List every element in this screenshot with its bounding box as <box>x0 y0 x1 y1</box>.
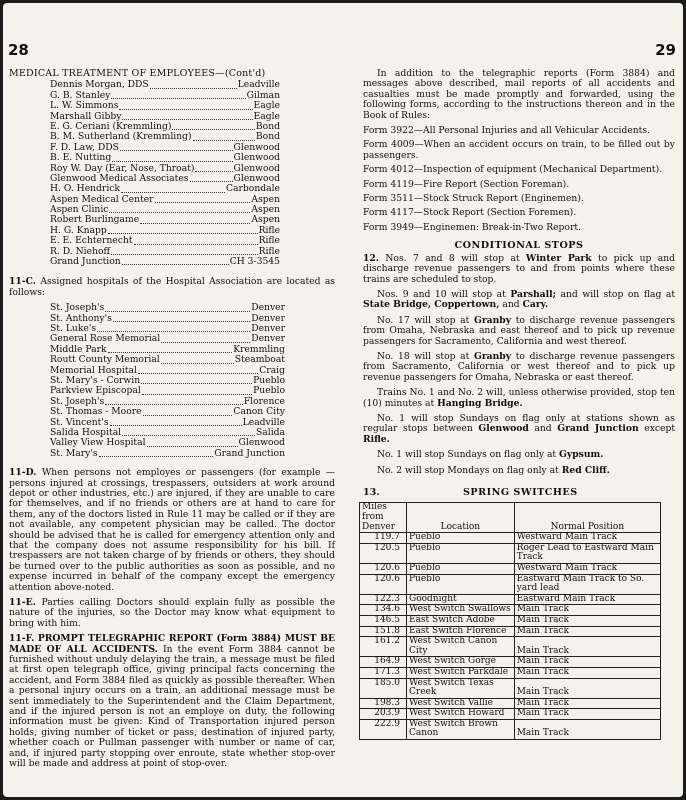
list-item-place: Gilman <box>246 89 280 101</box>
cell-miles: 120.5 <box>360 543 407 563</box>
cell-position: Main Track <box>514 637 660 657</box>
leader-dots <box>113 321 250 322</box>
stop-rule <box>363 352 675 383</box>
list-item-name: Salida Hospital <box>50 426 122 438</box>
form-item: Form 3511—Stock Struck Report (Enginemen). <box>363 193 584 205</box>
list-item-name: Parkview Episcopal <box>50 385 141 397</box>
stop-rule <box>363 388 675 409</box>
cell-location: Pueblo <box>407 543 515 563</box>
table-header-row <box>360 503 661 533</box>
leader-dots <box>142 394 252 395</box>
table-row <box>360 667 661 678</box>
list-item-name: Marshall Gibby <box>50 110 122 122</box>
section-heading: MEDICAL TREATMENT OF EMPLOYEES—(Cont'd) <box>9 68 266 79</box>
list-item-name: St. Vincent's <box>50 416 109 428</box>
spring-switches-title: SPRING SWITCHES <box>463 487 578 498</box>
table-row <box>360 563 661 574</box>
section-11f-text: In the event Form 3884 cannot be furnished without unduly delaying the train, a message must be filed at first open telegraph office, giving principal facts concerning the accident, and Form 3884 filed as quickly as possible thereafter. When a personal injury occurs on a train, an additional message must be sent immediately to the Superintendent and the Claim Department, and if the injured person is not an employe on duty, the following information must be given: Kind of Transportation injured person holds, giving number of ticket or pass, destination of injured party, whether coach or Pullman passenger with number or name of car, and, if injured party stopping over enroute, state whether stop-over will be made and address at point of stop-over. <box>9 643 335 770</box>
spring-switches-body <box>360 533 661 740</box>
station-name: Gypsum. <box>559 449 604 461</box>
cell-location: Pueblo <box>407 533 515 544</box>
leader-dots <box>143 415 233 416</box>
leader-dots <box>97 331 250 332</box>
list-item-name: H. O. Hendrick <box>50 183 120 195</box>
rule-text: Trains No. 1 and No. 2 will, unless otherwise provided, stop ten (10) minutes at <box>363 387 675 409</box>
table-row <box>360 543 661 563</box>
leader-dots <box>150 88 237 89</box>
rule-text: Nos. 9 and 10 will stop at <box>377 288 506 300</box>
list-item-place: Pueblo <box>253 385 285 397</box>
cell-position: Main Track <box>514 626 660 637</box>
stop-rule <box>363 316 675 347</box>
leader-dots <box>112 161 232 162</box>
leader-dots <box>134 244 258 245</box>
leader-dots <box>109 212 250 213</box>
cell-location: Pueblo <box>407 563 515 574</box>
list-item-place: Eagle <box>253 110 280 122</box>
cell-miles: 134.6 <box>360 605 407 616</box>
cell-position: Main Track <box>514 709 660 720</box>
page-number-left: 28 <box>8 41 29 59</box>
list-item-name: H. G. Knapp <box>50 224 107 236</box>
cell-location: East Switch Florence <box>407 626 515 637</box>
cell-miles: 198.3 <box>360 698 407 709</box>
list-item-name: R. D. Niehoff <box>50 245 111 257</box>
list-item-name: Memorial Hospital <box>50 364 137 376</box>
cell-position: Main Track <box>514 667 660 678</box>
cell-position: Main Track <box>514 698 660 709</box>
leader-dots <box>140 223 250 224</box>
list-item-place: Leadville <box>242 416 285 428</box>
cell-miles: 164.9 <box>360 657 407 668</box>
section-11f-bold-text: PROMPT TELEGRAPHIC REPORT (Form 3884) MUST BE MADE OF ALL ACCIDENTS. <box>9 633 336 655</box>
table-row <box>360 533 661 544</box>
leader-dots <box>195 171 232 172</box>
form-item: Form 4119—Fire Report (Section Foreman). <box>363 178 570 190</box>
hospital-list <box>50 303 285 459</box>
list-item-name: L. W. Simmons <box>50 100 119 112</box>
list-item <box>50 449 285 459</box>
station-name: Red Cliff. <box>561 464 610 476</box>
rule-text: except <box>644 423 676 435</box>
leader-dots <box>147 446 238 447</box>
section-11e-text: Parties calling Doctors should explain fully as possible the nature of the injuries, so the Doctor may know what equipment to bring with him. <box>9 596 336 629</box>
cell-position: Eastward Main Track <box>514 594 660 605</box>
cell-miles: 119.7 <box>360 533 407 544</box>
list-item-name: Aspen Medical Center <box>50 193 154 205</box>
list-item-place: Eagle <box>253 100 280 112</box>
list-item-place: Bond <box>255 120 280 132</box>
cell-miles: 151.8 <box>360 626 407 637</box>
list-item-name: Roy W. Day (Ear, Nose, Throat) <box>50 162 195 174</box>
stop-rule <box>363 450 675 460</box>
list-item-place: CH 3-3545 <box>229 256 280 268</box>
cell-location: West Switch Howard <box>407 709 515 720</box>
form-item: Form 4117—Stock Report (Section Foremen). <box>363 207 577 219</box>
rule-text: and <box>502 299 520 311</box>
list-item-place: Rifle <box>258 224 280 236</box>
list-item-name: St. Luke's <box>50 323 97 335</box>
rule-text: to pick up and discharge revenue passengers to and from points where these trains are scheduled to stop. <box>363 252 676 285</box>
leader-dots <box>121 192 225 193</box>
col-header-position: Normal Position <box>514 503 660 533</box>
station-name: Granby <box>473 350 512 362</box>
list-item-place: Kremmling <box>233 343 285 355</box>
section-11d <box>9 468 335 593</box>
list-item-name: Glenwood Medical Associates <box>50 172 189 184</box>
form-item: Form 3949—Enginemen: Break-in-Two Report. <box>363 221 581 233</box>
list-item-place: Rifle <box>258 245 280 257</box>
table-row <box>360 605 661 616</box>
right-page-content <box>363 69 675 740</box>
leader-dots <box>141 383 252 384</box>
table-row <box>360 615 661 626</box>
list-item-name: F. D. Law, DDS <box>50 141 119 153</box>
list-item-name: E. E. Echternecht <box>50 235 133 247</box>
page-number-right: 29 <box>655 41 676 59</box>
leader-dots <box>155 202 251 203</box>
list-item-name: St. Thomas - Moore <box>50 406 142 418</box>
rule-text: No. 17 will stop at <box>377 314 470 326</box>
stop-rule <box>363 466 675 476</box>
cell-position: Roger Lead to Eastward Main Track <box>514 543 660 563</box>
doctor-list <box>50 80 280 267</box>
list-item-place: Glenwood <box>238 437 285 449</box>
cell-miles: 203.9 <box>360 709 407 720</box>
list-item-name: E. G. Ceriani (Kremmling) <box>50 120 172 132</box>
leader-dots <box>122 435 255 436</box>
station-name: Winter Park <box>525 252 592 264</box>
leader-dots <box>111 98 245 99</box>
rule-text: No. 1 will stop Sundays on flag only at stations shown as regular stops between <box>363 412 675 435</box>
cell-location: West Switch Texas Creek <box>407 678 515 698</box>
leader-dots <box>122 264 229 265</box>
station-name: Grand Junction <box>557 423 639 435</box>
cell-location: Pueblo <box>407 574 515 594</box>
list-item-place: Denver <box>251 302 285 314</box>
cell-location: East Switch Adobe <box>407 615 515 626</box>
list-item-place: Canon City <box>233 406 285 418</box>
cell-location: West Switch Canon City <box>407 637 515 657</box>
list-item-name: Robert Burlingame <box>50 214 140 226</box>
cell-location: West Switch Swallows <box>407 605 515 616</box>
list-item-place: Craig <box>259 364 285 376</box>
section-11f-label: 11-F. <box>9 633 35 645</box>
cell-position: Westward Main Track <box>514 563 660 574</box>
cell-miles: 161.2 <box>360 637 407 657</box>
cell-position: Main Track <box>514 657 660 668</box>
cell-miles: 120.6 <box>360 563 407 574</box>
conditional-stops-title: CONDITIONAL STOPS <box>454 240 584 252</box>
rule-text: to discharge revenue passengers from Omaha, Nebraska and east thereof and to pick up revenue passengers for Sacramento, California and west thereof. <box>363 314 675 347</box>
table-row <box>360 678 661 698</box>
form-item: Form 3922—All Personal Injuries and all Vehicular Accidents. <box>363 125 651 137</box>
leader-dots <box>161 363 234 364</box>
station-name: Glenwood <box>478 423 529 435</box>
list-item-name: B. E. Nutting <box>50 152 112 164</box>
section-11f <box>9 634 335 769</box>
list-item-place: Glenwood <box>233 152 280 164</box>
section-11e <box>9 598 335 629</box>
leader-dots <box>108 352 233 353</box>
list-item-place: Glenwood <box>233 172 280 184</box>
leader-dots <box>119 109 252 110</box>
leader-dots <box>172 129 254 130</box>
leader-dots <box>105 404 243 405</box>
station-name: State Bridge, Coppertown, <box>363 299 500 311</box>
rule-text: to discharge revenue passengers from Sacramento, California or west thereof and to pick up revenue passengers for Omaha, Nebraska or east thereof. <box>363 350 675 383</box>
col-header-miles: Miles from Denver <box>360 503 407 533</box>
list-item-place: Rifle <box>258 235 280 247</box>
cell-miles: 185.0 <box>360 678 407 698</box>
list-item <box>50 407 285 417</box>
leader-dots <box>99 456 214 457</box>
station-name: Hanging Bridge. <box>437 397 523 409</box>
list-item-place: Denver <box>251 323 285 335</box>
list-item-name: G. B. Stanley <box>50 89 111 101</box>
station-name: Parshall; <box>510 288 556 300</box>
leader-dots <box>190 181 233 182</box>
list-item-name: Dennis Morgan, DDS <box>50 79 149 91</box>
section-11c-text: Assigned hospitals of the Hospital Association are located as follows: <box>9 276 336 298</box>
col-header-location: Location <box>407 503 515 533</box>
list-item-place: Bond <box>255 131 280 143</box>
list-item-place: Aspen <box>251 204 280 216</box>
cell-miles: 146.5 <box>360 615 407 626</box>
rule-text: No. 1 will stop Sundays on flag only at <box>377 449 557 461</box>
list-item-place: Denver <box>251 333 285 345</box>
list-item-place: Leadville <box>237 79 280 91</box>
cell-position: Main Track <box>514 605 660 616</box>
list-item-name: B. M. Sutherland (Kremmling) <box>50 131 192 143</box>
cell-position: Main Track <box>514 719 660 739</box>
list-item-name: St. Anthony's <box>50 312 112 324</box>
leader-dots <box>122 119 252 120</box>
rule-text: and <box>534 423 552 435</box>
table-row <box>360 657 661 668</box>
left-page-content <box>9 69 335 774</box>
station-name: Rifle. <box>363 433 390 445</box>
rule-number: 12. <box>363 252 379 264</box>
section-11e-label: 11-E. <box>9 596 36 608</box>
stop-rule <box>363 254 675 285</box>
station-name: Cary. <box>522 299 549 311</box>
list-item-place: Pueblo <box>253 374 285 386</box>
leader-dots <box>110 425 242 426</box>
list-item-place: Aspen <box>251 193 280 205</box>
cell-miles: 171.3 <box>360 667 407 678</box>
leader-dots <box>193 140 255 141</box>
table-row <box>360 698 661 709</box>
table-row <box>360 719 661 739</box>
rule-text: No. 18 will stop at <box>377 350 470 362</box>
cell-miles: 222.9 <box>360 719 407 739</box>
cell-position: Main Track <box>514 615 660 626</box>
leader-dots <box>105 311 250 312</box>
list-item-place: Glenwood <box>233 162 280 174</box>
cell-position: Eastward Main Track to So. yard lead <box>514 574 660 594</box>
cell-location: West Switch Vallie <box>407 698 515 709</box>
list-item-place: Steamboat <box>234 354 285 366</box>
list-item-name: Middle Park <box>50 343 107 355</box>
section-11c-label: 11-C. <box>9 276 36 288</box>
list-item-place: Florence <box>243 395 285 407</box>
list-item-name: Routt County Memorial <box>50 354 160 366</box>
list-item-name: General Rose Memorial <box>50 333 161 345</box>
form-item: Form 4009—When an accident occurs on train, to be filled out by passengers. <box>363 139 675 161</box>
spring-switches-table <box>359 502 661 740</box>
stop-rule <box>363 414 675 445</box>
table-row <box>360 594 661 605</box>
spring-switches-heading <box>363 488 675 498</box>
section-11d-text: When persons not employes or passengers (for example —persons injured at crossings, trespassers, outsiders at work around depot or other industries, etc.) are injured, if they are unable to care for themselves, and if no friends or others are at hand to care for them, any of the doctors listed in Rule 11 may be called or if they are not available, any competent physician may be called. The doctor should be advised that he is called for emergency attention only and that the company does not assume responsibility for his bill. If trespassers are not taken charge of by friends or others, they should be turned over to the public authorities as soon as possible, and no expense incurred in behalf of the company except the emergency attention above-noted. <box>9 467 335 593</box>
leader-dots <box>108 233 258 234</box>
rule-text: Nos. 7 and 8 will stop at <box>385 252 520 264</box>
stop-rule <box>363 290 675 311</box>
table-row <box>360 637 661 657</box>
list-item-place: Carbondale <box>226 183 280 195</box>
cell-miles: 120.6 <box>360 574 407 594</box>
cell-location: West Switch Gorge <box>407 657 515 668</box>
leader-dots <box>161 342 250 343</box>
list-item-name: St. Joseph's <box>50 302 105 314</box>
cell-position: Main Track <box>514 678 660 698</box>
form-item: Form 4012—Inspection of equipment (Mechanical Department). <box>363 164 663 176</box>
list-item-name: St. Mary's - Corwin <box>50 374 141 386</box>
list-item-place: Aspen <box>251 214 280 226</box>
table-row <box>360 626 661 637</box>
list-item-name: St. Mary's <box>50 447 98 459</box>
leader-dots <box>138 373 258 374</box>
table-row <box>360 574 661 594</box>
list-item-place: Denver <box>251 312 285 324</box>
cell-miles: 122.3 <box>360 594 407 605</box>
station-name: Granby <box>473 314 512 326</box>
forms-list <box>363 126 675 233</box>
cell-position: Westward Main Track <box>514 533 660 544</box>
cell-location: West Switch Brown Canon <box>407 719 515 739</box>
leader-dots <box>111 254 258 255</box>
list-item <box>50 257 280 267</box>
book-spread <box>3 3 683 797</box>
leader-dots <box>120 150 233 151</box>
section-11c <box>9 277 335 298</box>
list-item-name: Grand Junction <box>50 256 121 268</box>
list-item-place: Salida <box>255 426 285 438</box>
cell-location: West Switch Parkdale <box>407 667 515 678</box>
rule-text: No. 2 will stop Mondays on flag only at <box>377 464 559 476</box>
list-item-name: St. Joseph's <box>50 395 105 407</box>
rule-text: and will stop on flag at <box>560 288 676 300</box>
rule-number: 13. <box>363 487 380 498</box>
table-row <box>360 709 661 720</box>
section-11d-label: 11-D. <box>9 467 37 479</box>
mail-reports-intro: In addition to the telegraphic reports (Form 3884) and messages above described, mail reports of all accidents and casualties must be made promptly and forwarded, using the following forms, according to the instructions thereon and in the Book of Rules: <box>363 68 675 121</box>
cell-location: Goodnight <box>407 594 515 605</box>
list-item <box>50 153 280 163</box>
list-item-place: Grand Junction <box>214 447 285 459</box>
list-item-place: Glenwood <box>233 141 280 153</box>
list-item-name: Aspen Clinic <box>50 204 109 216</box>
list-item-name: Valley View Hospital <box>50 437 146 449</box>
